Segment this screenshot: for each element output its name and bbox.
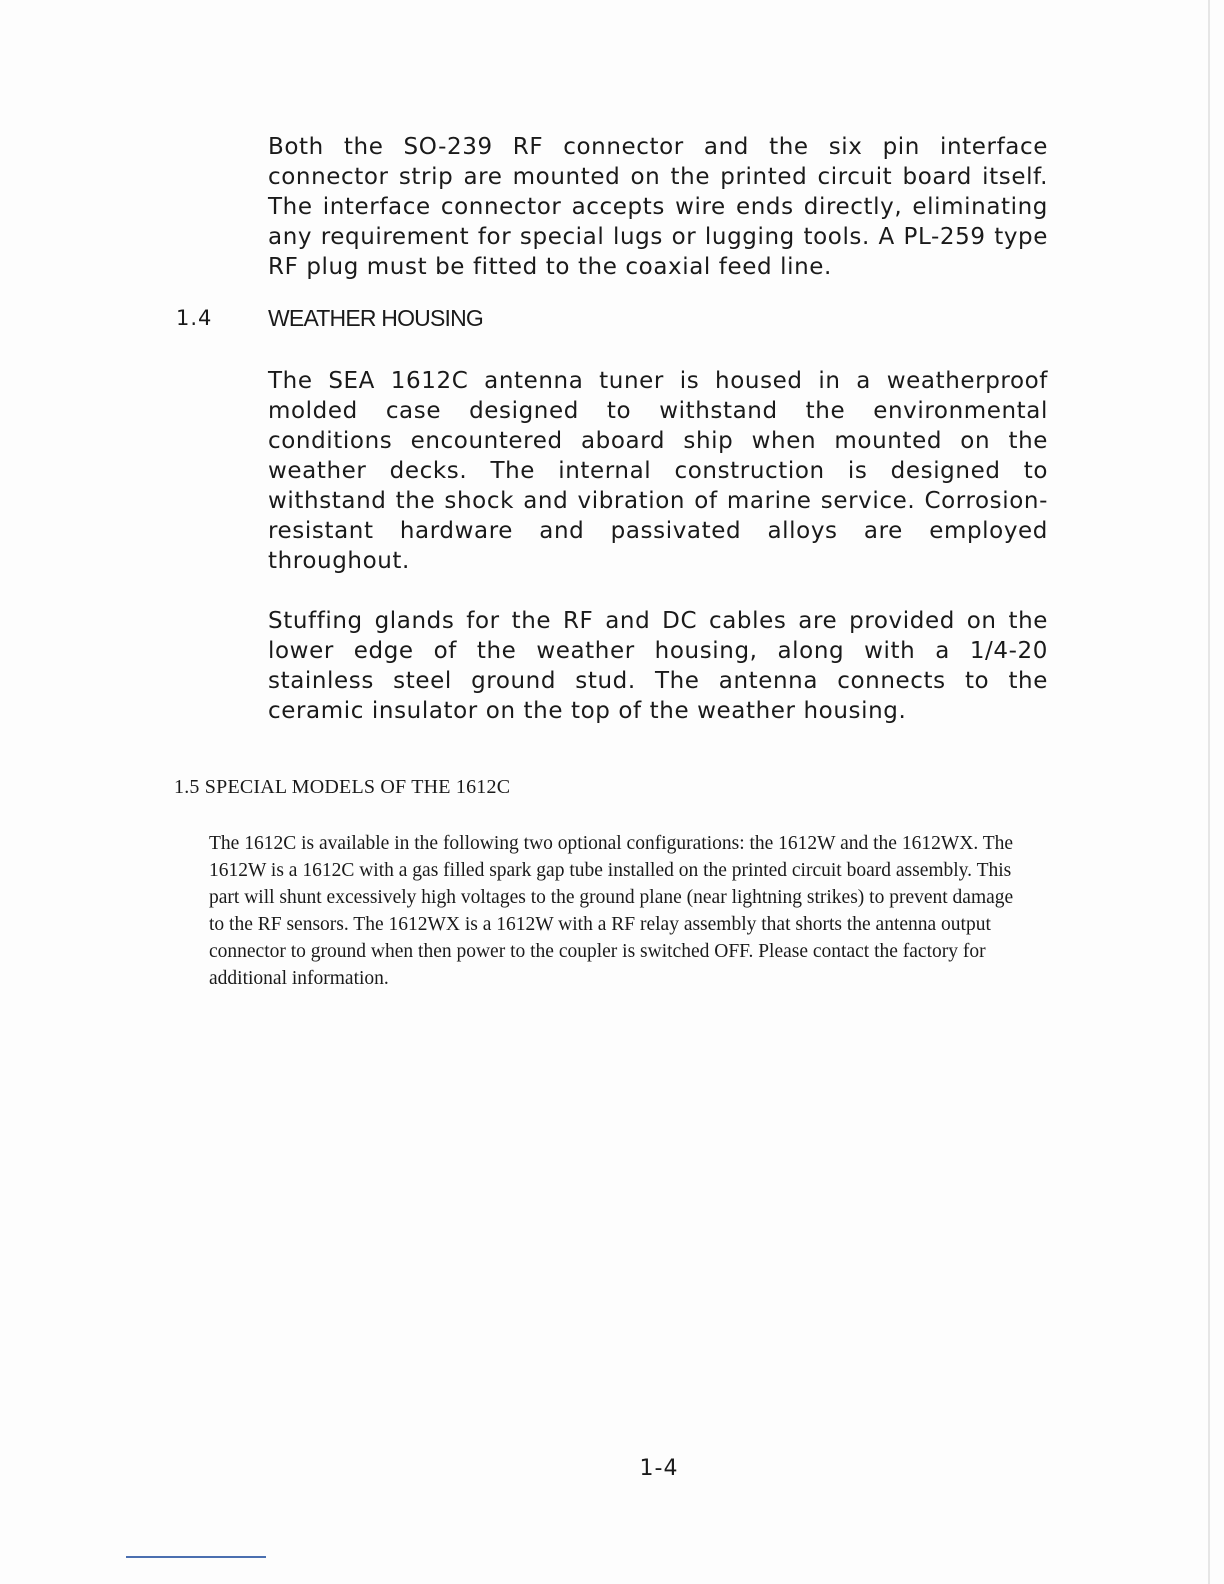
intro-paragraph: Both the SO-239 RF connector and the six pin interface connector strip are mounted on the printed circuit board itself. The interface connector accepts wire ends directly, eliminating any requirement for special lugs or lugging tools. A PL-259 type RF plug must be fitted to the coaxial feed line. [268, 134, 1048, 280]
footer-rule [126, 1556, 266, 1558]
housing-paragraph: The SEA 1612C antenna tuner is housed in a weatherproof molded case designed to withstand the environmental conditions encountered aboard ship when mounted on the weather decks. The internal construction is designed to withstand the shock and vibration of marine service. Corrosion-resistant hardware and passivated alloys are employed throughout. [268, 368, 1048, 574]
special-models-paragraph: The 1612C is available in the following two optional configurations: the 1612W and the 1612WX. The 1612W is a 1612C with a gas filled spark gap tube installed on the printed circuit board assembly. This part will shunt excessively high voltages to the ground plane (near lightning strikes) to prevent damage to the RF sensors. The 1612WX is a 1612W with a RF relay assembly that shorts the antenna output connector to ground when then power to the coupler is switched OFF. Please contact the factory for additional information. [209, 833, 1014, 989]
stuffing-glands-paragraph: Stuffing glands for the RF and DC cables are provided on the lower edge of the weather housing, along with a 1/4-20 stainless steel ground stud. The antenna connects to the ceramic insulator on the top of the weather housing. [268, 608, 1048, 724]
section-number: 1.4 [176, 306, 213, 330]
section-title: WEATHER HOUSING [268, 305, 484, 331]
page-number: 1-4 [639, 1456, 679, 1481]
scan-edge [1208, 0, 1210, 1584]
special-models-heading: 1.5 SPECIAL MODELS OF THE 1612C [174, 776, 511, 798]
